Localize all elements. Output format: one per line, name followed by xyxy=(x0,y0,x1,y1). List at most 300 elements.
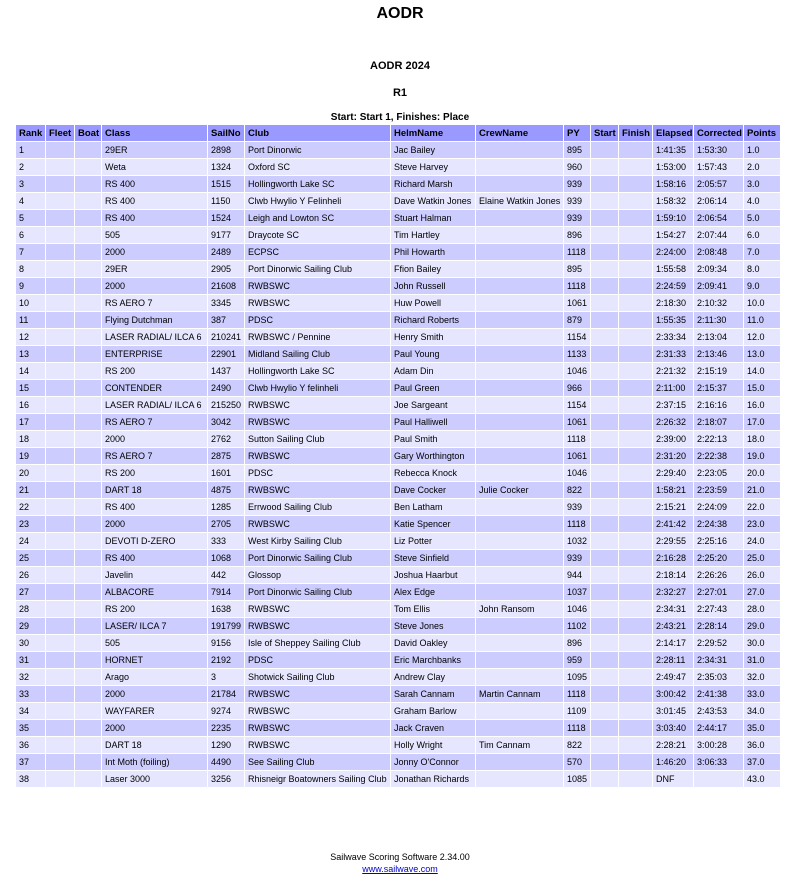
cell-finish xyxy=(619,516,653,533)
cell-py: 1046 xyxy=(564,601,591,618)
cell-boat xyxy=(75,176,102,193)
cell-corrected: 2:09:41 xyxy=(694,278,744,295)
cell-fleet xyxy=(46,278,75,295)
cell-start xyxy=(591,244,619,261)
table-row xyxy=(16,210,781,227)
cell-class: ALBACORE xyxy=(102,584,208,601)
cell-club: Port Dinorwic Sailing Club xyxy=(245,261,391,278)
cell-club: RWBSWC xyxy=(245,482,391,499)
table-row xyxy=(16,278,781,295)
cell-elapsed: 3:00:42 xyxy=(653,686,694,703)
cell-helmname: Jac Bailey xyxy=(391,142,476,159)
cell-class: 505 xyxy=(102,635,208,652)
series-title: AODR 2024 xyxy=(370,60,430,72)
cell-crewname xyxy=(476,720,564,737)
cell-start xyxy=(591,261,619,278)
cell-class: DART 18 xyxy=(102,737,208,754)
cell-corrected: 2:43:53 xyxy=(694,703,744,720)
table-row xyxy=(16,193,781,210)
cell-rank: 30 xyxy=(16,635,46,652)
cell-helmname: Rebecca Knock xyxy=(391,465,476,482)
cell-corrected: 2:07:44 xyxy=(694,227,744,244)
cell-elapsed: 2:21:32 xyxy=(653,363,694,380)
cell-elapsed: 1:59:10 xyxy=(653,210,694,227)
cell-rank: 9 xyxy=(16,278,46,295)
cell-boat xyxy=(75,635,102,652)
table-row xyxy=(16,482,781,499)
cell-sailno: 9177 xyxy=(208,227,245,244)
column-header-elapsed: Elapsed xyxy=(653,125,694,142)
cell-points: 28.0 xyxy=(744,601,781,618)
cell-sailno: 1437 xyxy=(208,363,245,380)
cell-helmname: Jonny O'Connor xyxy=(391,754,476,771)
cell-helmname: Holly Wright xyxy=(391,737,476,754)
cell-points: 30.0 xyxy=(744,635,781,652)
column-header-finish: Finish xyxy=(619,125,653,142)
cell-fleet xyxy=(46,159,75,176)
cell-sailno: 387 xyxy=(208,312,245,329)
cell-py: 822 xyxy=(564,737,591,754)
cell-helmname: Paul Green xyxy=(391,380,476,397)
cell-fleet xyxy=(46,465,75,482)
cell-points: 29.0 xyxy=(744,618,781,635)
cell-points: 27.0 xyxy=(744,584,781,601)
table-row xyxy=(16,448,781,465)
cell-rank: 18 xyxy=(16,431,46,448)
table-row xyxy=(16,295,781,312)
cell-start xyxy=(591,397,619,414)
table-row xyxy=(16,312,781,329)
cell-crewname xyxy=(476,176,564,193)
cell-rank: 3 xyxy=(16,176,46,193)
cell-helmname: Joe Sargeant xyxy=(391,397,476,414)
cell-start xyxy=(591,448,619,465)
cell-helmname: Ffion Bailey xyxy=(391,261,476,278)
cell-elapsed: 2:24:00 xyxy=(653,244,694,261)
cell-py: 822 xyxy=(564,482,591,499)
cell-sailno: 1601 xyxy=(208,465,245,482)
cell-sailno: 9274 xyxy=(208,703,245,720)
cell-elapsed: 2:49:47 xyxy=(653,669,694,686)
cell-start xyxy=(591,686,619,703)
cell-fleet xyxy=(46,533,75,550)
software-credit: Sailwave Scoring Software 2.34.00 xyxy=(330,852,470,862)
cell-crewname xyxy=(476,618,564,635)
cell-fleet xyxy=(46,397,75,414)
cell-start xyxy=(591,771,619,788)
cell-helmname: Steve Sinfield xyxy=(391,550,476,567)
cell-fleet xyxy=(46,686,75,703)
cell-start xyxy=(591,142,619,159)
cell-py: 1133 xyxy=(564,346,591,363)
cell-helmname: David Oakley xyxy=(391,635,476,652)
cell-crewname xyxy=(476,499,564,516)
cell-crewname xyxy=(476,771,564,788)
cell-points: 21.0 xyxy=(744,482,781,499)
cell-finish xyxy=(619,448,653,465)
cell-finish xyxy=(619,533,653,550)
cell-club: PDSC xyxy=(245,465,391,482)
cell-helmname: Dave Watkin Jones xyxy=(391,193,476,210)
cell-helmname: Steve Harvey xyxy=(391,159,476,176)
cell-corrected: 2:22:38 xyxy=(694,448,744,465)
cell-sailno: 1638 xyxy=(208,601,245,618)
cell-py: 939 xyxy=(564,210,591,227)
cell-rank: 14 xyxy=(16,363,46,380)
cell-elapsed: 2:14:17 xyxy=(653,635,694,652)
cell-club: RWBSWC xyxy=(245,686,391,703)
cell-points: 32.0 xyxy=(744,669,781,686)
cell-rank: 29 xyxy=(16,618,46,635)
cell-club: Glossop xyxy=(245,567,391,584)
cell-elapsed: 1:58:16 xyxy=(653,176,694,193)
cell-finish xyxy=(619,414,653,431)
cell-corrected: 2:44:17 xyxy=(694,720,744,737)
cell-class: ENTERPRISE xyxy=(102,346,208,363)
cell-class: Arago xyxy=(102,669,208,686)
cell-class: LASER RADIAL/ ILCA 6 xyxy=(102,397,208,414)
cell-py: 879 xyxy=(564,312,591,329)
cell-class: 505 xyxy=(102,227,208,244)
cell-fleet xyxy=(46,261,75,278)
cell-elapsed: 3:03:40 xyxy=(653,720,694,737)
column-header-club: Club xyxy=(245,125,391,142)
cell-finish xyxy=(619,380,653,397)
cell-start xyxy=(591,159,619,176)
cell-start xyxy=(591,533,619,550)
cell-helmname: Katie Spencer xyxy=(391,516,476,533)
cell-points: 36.0 xyxy=(744,737,781,754)
cell-sailno: 2875 xyxy=(208,448,245,465)
cell-finish xyxy=(619,159,653,176)
cell-sailno: 2489 xyxy=(208,244,245,261)
cell-class: CONTENDER xyxy=(102,380,208,397)
cell-boat xyxy=(75,516,102,533)
cell-class: RS AERO 7 xyxy=(102,295,208,312)
cell-sailno: 22901 xyxy=(208,346,245,363)
cell-helmname: Liz Potter xyxy=(391,533,476,550)
cell-boat xyxy=(75,261,102,278)
cell-boat xyxy=(75,499,102,516)
cell-finish xyxy=(619,601,653,618)
cell-finish xyxy=(619,499,653,516)
cell-py: 1154 xyxy=(564,329,591,346)
cell-points: 33.0 xyxy=(744,686,781,703)
cell-rank: 8 xyxy=(16,261,46,278)
cell-boat xyxy=(75,618,102,635)
cell-boat xyxy=(75,482,102,499)
cell-py: 570 xyxy=(564,754,591,771)
cell-boat xyxy=(75,771,102,788)
cell-class: HORNET xyxy=(102,652,208,669)
cell-club: RWBSWC xyxy=(245,601,391,618)
cell-rank: 33 xyxy=(16,686,46,703)
cell-sailno: 4875 xyxy=(208,482,245,499)
cell-elapsed: 2:18:14 xyxy=(653,567,694,584)
cell-fleet xyxy=(46,142,75,159)
table-row xyxy=(16,227,781,244)
sailwave-link[interactable]: www.sailwave.com xyxy=(362,864,438,874)
cell-class: Javelin xyxy=(102,567,208,584)
cell-elapsed: 1:55:35 xyxy=(653,312,694,329)
cell-crewname: Tim Cannam xyxy=(476,737,564,754)
cell-boat xyxy=(75,669,102,686)
table-row xyxy=(16,567,781,584)
cell-sailno: 1524 xyxy=(208,210,245,227)
cell-fleet xyxy=(46,431,75,448)
cell-rank: 15 xyxy=(16,380,46,397)
cell-class: 2000 xyxy=(102,686,208,703)
cell-finish xyxy=(619,295,653,312)
cell-club: Hollingworth Lake SC xyxy=(245,176,391,193)
cell-rank: 27 xyxy=(16,584,46,601)
cell-boat xyxy=(75,414,102,431)
cell-sailno: 2192 xyxy=(208,652,245,669)
table-row xyxy=(16,465,781,482)
cell-corrected: 2:24:38 xyxy=(694,516,744,533)
cell-club: PDSC xyxy=(245,652,391,669)
cell-points: 37.0 xyxy=(744,754,781,771)
cell-points: 23.0 xyxy=(744,516,781,533)
cell-class: Weta xyxy=(102,159,208,176)
cell-py: 939 xyxy=(564,499,591,516)
cell-elapsed: 2:26:32 xyxy=(653,414,694,431)
table-row xyxy=(16,397,781,414)
table-row xyxy=(16,686,781,703)
cell-py: 939 xyxy=(564,176,591,193)
cell-corrected: 2:26:26 xyxy=(694,567,744,584)
cell-py: 1061 xyxy=(564,414,591,431)
cell-corrected: 2:11:30 xyxy=(694,312,744,329)
cell-points: 5.0 xyxy=(744,210,781,227)
cell-points: 22.0 xyxy=(744,499,781,516)
cell-points: 13.0 xyxy=(744,346,781,363)
cell-fleet xyxy=(46,244,75,261)
cell-rank: 34 xyxy=(16,703,46,720)
cell-start xyxy=(591,312,619,329)
column-header-points: Points xyxy=(744,125,781,142)
table-row xyxy=(16,669,781,686)
cell-helmname: Graham Barlow xyxy=(391,703,476,720)
cell-py: 1046 xyxy=(564,465,591,482)
table-row xyxy=(16,720,781,737)
cell-fleet xyxy=(46,601,75,618)
cell-club: Port Dinorwic Sailing Club xyxy=(245,584,391,601)
cell-points: 35.0 xyxy=(744,720,781,737)
cell-sailno: 2898 xyxy=(208,142,245,159)
cell-crewname xyxy=(476,363,564,380)
cell-elapsed: 2:39:00 xyxy=(653,431,694,448)
cell-corrected: 2:25:20 xyxy=(694,550,744,567)
cell-finish xyxy=(619,567,653,584)
cell-class: 29ER xyxy=(102,261,208,278)
cell-class: 2000 xyxy=(102,516,208,533)
cell-boat xyxy=(75,142,102,159)
cell-py: 944 xyxy=(564,567,591,584)
column-header-corrected: Corrected xyxy=(694,125,744,142)
cell-py: 1154 xyxy=(564,397,591,414)
cell-finish xyxy=(619,346,653,363)
table-row xyxy=(16,618,781,635)
cell-club: RWBSWC xyxy=(245,414,391,431)
cell-finish xyxy=(619,363,653,380)
cell-crewname xyxy=(476,703,564,720)
cell-points: 2.0 xyxy=(744,159,781,176)
table-row xyxy=(16,244,781,261)
cell-points: 16.0 xyxy=(744,397,781,414)
cell-elapsed: 2:33:34 xyxy=(653,329,694,346)
cell-py: 895 xyxy=(564,261,591,278)
cell-boat xyxy=(75,227,102,244)
cell-crewname xyxy=(476,567,564,584)
cell-corrected: 2:22:13 xyxy=(694,431,744,448)
cell-finish xyxy=(619,584,653,601)
cell-rank: 36 xyxy=(16,737,46,754)
cell-finish xyxy=(619,686,653,703)
results-table xyxy=(15,124,781,788)
cell-elapsed: 1:54:27 xyxy=(653,227,694,244)
cell-start xyxy=(591,635,619,652)
cell-start xyxy=(591,652,619,669)
cell-start xyxy=(591,380,619,397)
cell-corrected: 2:29:52 xyxy=(694,635,744,652)
cell-club: RWBSWC xyxy=(245,516,391,533)
cell-sailno: 1068 xyxy=(208,550,245,567)
cell-corrected: 2:23:59 xyxy=(694,482,744,499)
cell-fleet xyxy=(46,482,75,499)
cell-club: Oxford SC xyxy=(245,159,391,176)
cell-elapsed: 2:15:21 xyxy=(653,499,694,516)
cell-sailno: 4490 xyxy=(208,754,245,771)
cell-fleet xyxy=(46,227,75,244)
cell-boat xyxy=(75,686,102,703)
column-header-crewname: CrewName xyxy=(476,125,564,142)
table-row xyxy=(16,431,781,448)
cell-elapsed: 1:41:35 xyxy=(653,142,694,159)
cell-crewname xyxy=(476,142,564,159)
cell-fleet xyxy=(46,618,75,635)
cell-py: 1109 xyxy=(564,703,591,720)
cell-finish xyxy=(619,703,653,720)
cell-points: 25.0 xyxy=(744,550,781,567)
cell-sailno: 1290 xyxy=(208,737,245,754)
cell-helmname: Ben Latham xyxy=(391,499,476,516)
cell-sailno: 191799 xyxy=(208,618,245,635)
table-row xyxy=(16,771,781,788)
cell-class: RS 200 xyxy=(102,601,208,618)
cell-helmname: Paul Halliwell xyxy=(391,414,476,431)
cell-py: 1118 xyxy=(564,278,591,295)
cell-elapsed: DNF xyxy=(653,771,694,788)
cell-class: LASER RADIAL/ ILCA 6 xyxy=(102,329,208,346)
cell-class: RS AERO 7 xyxy=(102,414,208,431)
cell-helmname: Jonathan Richards xyxy=(391,771,476,788)
column-header-rank: Rank xyxy=(16,125,46,142)
cell-finish xyxy=(619,278,653,295)
cell-corrected: 2:24:09 xyxy=(694,499,744,516)
cell-boat xyxy=(75,737,102,754)
cell-boat xyxy=(75,754,102,771)
cell-rank: 31 xyxy=(16,652,46,669)
cell-club: See Sailing Club xyxy=(245,754,391,771)
cell-rank: 24 xyxy=(16,533,46,550)
cell-corrected: 2:41:38 xyxy=(694,686,744,703)
table-row xyxy=(16,533,781,550)
cell-points: 17.0 xyxy=(744,414,781,431)
cell-sailno: 2905 xyxy=(208,261,245,278)
cell-club: Port Dinorwic xyxy=(245,142,391,159)
cell-finish xyxy=(619,635,653,652)
cell-boat xyxy=(75,278,102,295)
cell-helmname: Richard Marsh xyxy=(391,176,476,193)
cell-py: 959 xyxy=(564,652,591,669)
cell-start xyxy=(591,584,619,601)
cell-elapsed: 2:29:40 xyxy=(653,465,694,482)
column-header-helmname: HelmName xyxy=(391,125,476,142)
cell-crewname xyxy=(476,431,564,448)
cell-crewname xyxy=(476,584,564,601)
cell-club: Sutton Sailing Club xyxy=(245,431,391,448)
cell-crewname xyxy=(476,550,564,567)
cell-sailno: 1324 xyxy=(208,159,245,176)
cell-rank: 17 xyxy=(16,414,46,431)
cell-club: Midland Sailing Club xyxy=(245,346,391,363)
cell-elapsed: 1:58:21 xyxy=(653,482,694,499)
cell-rank: 11 xyxy=(16,312,46,329)
cell-crewname xyxy=(476,533,564,550)
cell-fleet xyxy=(46,312,75,329)
cell-finish xyxy=(619,720,653,737)
cell-rank: 19 xyxy=(16,448,46,465)
cell-finish xyxy=(619,193,653,210)
cell-start xyxy=(591,567,619,584)
cell-corrected: 2:10:32 xyxy=(694,295,744,312)
header-row xyxy=(16,125,781,142)
cell-helmname: Tim Hartley xyxy=(391,227,476,244)
cell-fleet xyxy=(46,652,75,669)
cell-club: RWBSWC xyxy=(245,720,391,737)
cell-club: ECPSC xyxy=(245,244,391,261)
cell-points: 6.0 xyxy=(744,227,781,244)
cell-finish xyxy=(619,431,653,448)
cell-sailno: 3042 xyxy=(208,414,245,431)
cell-py: 1118 xyxy=(564,720,591,737)
cell-sailno: 21784 xyxy=(208,686,245,703)
cell-sailno: 1150 xyxy=(208,193,245,210)
cell-py: 1095 xyxy=(564,669,591,686)
cell-sailno: 2762 xyxy=(208,431,245,448)
cell-points: 4.0 xyxy=(744,193,781,210)
cell-club: PDSC xyxy=(245,312,391,329)
cell-rank: 22 xyxy=(16,499,46,516)
cell-crewname xyxy=(476,448,564,465)
start-info: Start: Start 1, Finishes: Place xyxy=(330,112,470,123)
cell-fleet xyxy=(46,550,75,567)
cell-finish xyxy=(619,210,653,227)
cell-fleet xyxy=(46,703,75,720)
cell-crewname xyxy=(476,312,564,329)
cell-club: Draycote SC xyxy=(245,227,391,244)
table-row xyxy=(16,159,781,176)
cell-class: 2000 xyxy=(102,244,208,261)
cell-elapsed: 2:31:33 xyxy=(653,346,694,363)
cell-rank: 26 xyxy=(16,567,46,584)
cell-club: RWBSWC xyxy=(245,737,391,754)
cell-sailno: 3 xyxy=(208,669,245,686)
cell-class: RS 400 xyxy=(102,210,208,227)
cell-club: RWBSWC xyxy=(245,278,391,295)
cell-rank: 1 xyxy=(16,142,46,159)
